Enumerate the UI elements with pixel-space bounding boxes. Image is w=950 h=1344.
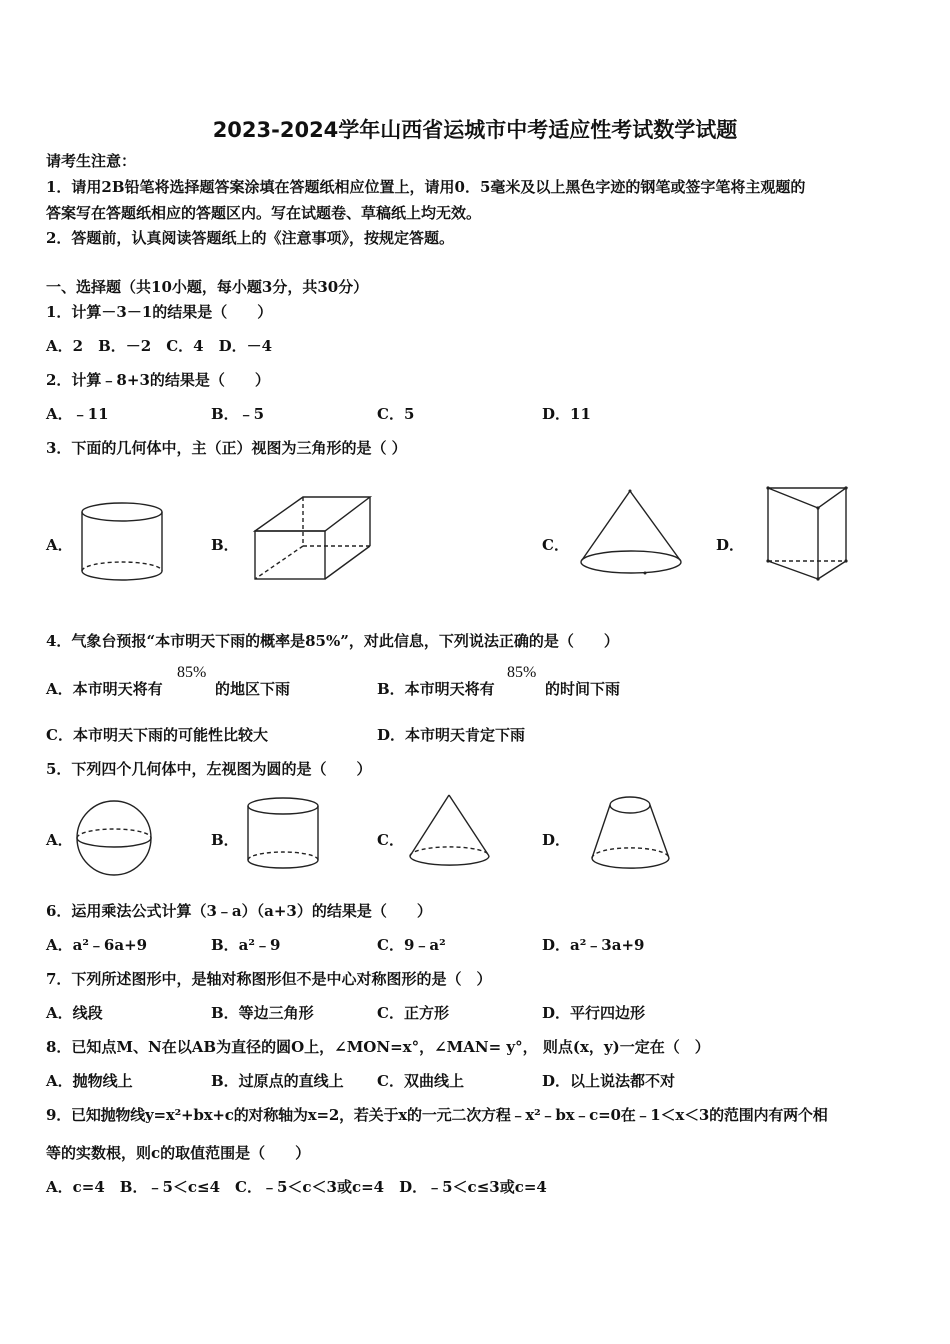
q1-options: A．2 B．－2 C．4 D．－4	[46, 337, 273, 355]
q7-option-a: A．线段	[46, 1004, 103, 1022]
q6-option-c: C．9﹣a²	[377, 936, 446, 954]
q3-cuboid-figure	[250, 494, 375, 584]
q3-cone-figure	[575, 488, 690, 583]
q4-option-d: D．本市明天肯定下雨	[377, 726, 526, 744]
q7-option-d: D．平行四边形	[542, 1004, 646, 1022]
q5-cone-figure	[405, 792, 495, 872]
page-title: 2023-2024学年山西省运城市中考适应性考试数学试题	[212, 118, 738, 142]
q5-option-d: D．	[542, 831, 571, 849]
q4-option-a-suffix: 的地区下雨	[215, 680, 291, 698]
q6-option-b: B．a²﹣9	[211, 936, 281, 954]
q4-option-a-percent: 85%	[177, 664, 207, 681]
q9-stem-line-1: 9．已知抛物线y=x²+bx+c的对称轴为x=2，若关于x的一元二次方程﹣x²﹣bx﹣c=0在﹣1＜x＜3的范围内有两个相	[46, 1106, 828, 1124]
q8-stem: 8．已知点M、N在以AB为直径的圆O上，∠MON=x°，∠MAN= y°， 则点(x，y)一定在（ ）	[46, 1038, 710, 1056]
q3-option-d: D．	[716, 536, 745, 554]
q3-triangular-prism-figure	[762, 484, 854, 584]
q4-option-b-suffix: 的时间下雨	[545, 680, 621, 698]
q6-option-d: D．a²﹣3a+9	[542, 936, 645, 954]
q8-option-d: D．以上说法都不对	[542, 1072, 676, 1090]
notice-line-1b: 答案写在答题纸相应的答题区内。写在试题卷、草稿纸上均无效。	[46, 204, 482, 222]
q7-option-c: C．正方形	[377, 1004, 449, 1022]
q5-option-a: A．	[46, 831, 73, 849]
q2-option-b: B．﹣5	[211, 405, 265, 423]
q4-option-b-percent: 85%	[507, 664, 537, 681]
q6-stem: 6．运用乘法公式计算（3﹣a）（a+3）的结果是（ ）	[46, 902, 432, 920]
q2-option-c: C．5	[377, 405, 415, 423]
q8-option-b: B．过原点的直线上	[211, 1072, 344, 1090]
q7-option-b: B．等边三角形	[211, 1004, 314, 1022]
q2-stem: 2．计算﹣8+3的结果是（ ）	[46, 371, 270, 389]
q5-option-c: C．	[377, 831, 404, 849]
q9-stem-line-2: 等的实数根，则c的取值范围是（ ）	[46, 1144, 311, 1162]
q3-stem: 3．下面的几何体中，主（正）视图为三角形的是（ ）	[46, 439, 407, 457]
q2-option-a: A．﹣11	[46, 405, 109, 423]
q6-option-a: A．a²﹣6a+9	[46, 936, 148, 954]
q8-option-a: A．抛物线上	[46, 1072, 133, 1090]
q7-stem: 7．下列所述图形中，是轴对称图形但不是中心对称图形的是（ ）	[46, 970, 492, 988]
q4-option-a-prefix: A．本市明天将有	[46, 680, 163, 698]
q5-option-b: B．	[211, 831, 239, 849]
q3-option-b: B．	[211, 536, 239, 554]
q3-cylinder-figure	[78, 500, 168, 584]
q4-stem: 4．气象台预报“本市明天下雨的概率是85%”，对此信息，下列说法正确的是（ ）	[46, 632, 619, 650]
q5-cylinder-figure	[243, 796, 325, 874]
section-heading: 一、选择题（共10小题，每小题3分，共30分）	[46, 278, 369, 296]
q8-option-c: C．双曲线上	[377, 1072, 464, 1090]
q4-option-b-prefix: B．本市明天将有	[377, 680, 495, 698]
notice-line-2: 2．答题前，认真阅读答题纸上的《注意事项》，按规定答题。	[46, 229, 454, 247]
q5-sphere-figure	[74, 798, 158, 878]
q1-stem: 1．计算－3－1的结果是（ ）	[46, 303, 273, 321]
notice-line-1a: 1．请用2B铅笔将选择题答案涂填在答题纸相应位置上，请用0．5毫米及以上黑色字迹的钢笔或签字笔将主观题的	[46, 178, 806, 196]
q4-option-c: C．本市明天下雨的可能性比较大	[46, 726, 268, 744]
q3-option-c: C．	[542, 536, 569, 554]
q2-option-d: D．11	[542, 405, 591, 423]
q5-frustum-figure	[587, 794, 675, 874]
q9-options: A．c=4 B．﹣5＜c≤4 C．﹣5＜c＜3或c=4 D．﹣5＜c≤3或c=4	[46, 1178, 547, 1196]
q5-stem: 5．下列四个几何体中，左视图为圆的是（ ）	[46, 760, 372, 778]
notice-heading: 请考生注意：	[46, 152, 137, 170]
q3-option-a: A．	[46, 536, 73, 554]
